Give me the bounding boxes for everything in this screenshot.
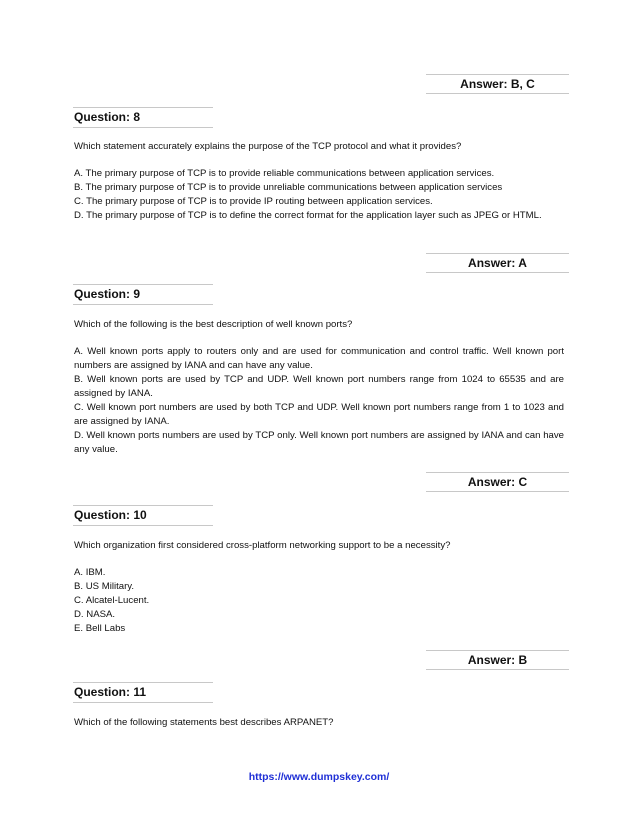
option-b: B. Well known ports are used by TCP and UDP. Well known port numbers range from 1024 to 65535 and are assigned by IANA. [74, 374, 564, 399]
option-c: C. Alcatel-Lucent. [74, 595, 150, 606]
option-a: A. The primary purpose of TCP is to provide reliable communications between application services. [74, 168, 495, 179]
answer-options [74, 345, 564, 457]
question-stem: Which of the following statements best describes ARPANET? [74, 717, 334, 728]
answer-label: Answer: A [426, 253, 569, 273]
option-d: D. The primary purpose of TCP is to define the correct format for the application layer such as JPEG or HTML. [74, 210, 542, 221]
question-heading: Question: 11 [73, 682, 213, 703]
answer-options [74, 167, 564, 223]
option-c: C. Well known port numbers are used by both TCP and UDP. Well known port numbers range from 1 to 1023 and are assigned by IANA. [74, 402, 564, 427]
question-heading: Question: 8 [73, 107, 213, 128]
option-e: E. Bell Labs [74, 623, 126, 634]
question-stem: Which statement accurately explains the purpose of the TCP protocol and what it provides? [74, 141, 462, 152]
answer-label: Answer: C [426, 472, 569, 492]
option-c: C. The primary purpose of TCP is to provide IP routing between application services. [74, 196, 433, 207]
option-a: A. IBM. [74, 567, 106, 578]
option-d: D. Well known ports numbers are used by TCP only. Well known port numbers are assigned by IANA and can have any value. [74, 430, 564, 455]
option-d: D. NASA. [74, 609, 116, 620]
option-b: B. US Military. [74, 581, 135, 592]
answer-label: Answer: B, C [426, 74, 569, 94]
answer-label: Answer: B [426, 650, 569, 670]
answer-options [74, 566, 564, 636]
question-heading: Question: 10 [73, 505, 213, 526]
question-stem: Which organization first considered cross-platform networking support to be a necessity? [74, 540, 451, 551]
question-stem: Which of the following is the best description of well known ports? [74, 319, 353, 330]
option-a: A. Well known ports apply to routers only and are used for communication and control traffic. Well known port numbers are assigned by IANA and can have any value. [74, 346, 564, 371]
footer-website-link[interactable]: https://www.dumpskey.com/ [248, 771, 390, 783]
option-b: B. The primary purpose of TCP is to provide unreliable communications between application services [74, 182, 503, 193]
question-heading: Question: 9 [73, 284, 213, 305]
